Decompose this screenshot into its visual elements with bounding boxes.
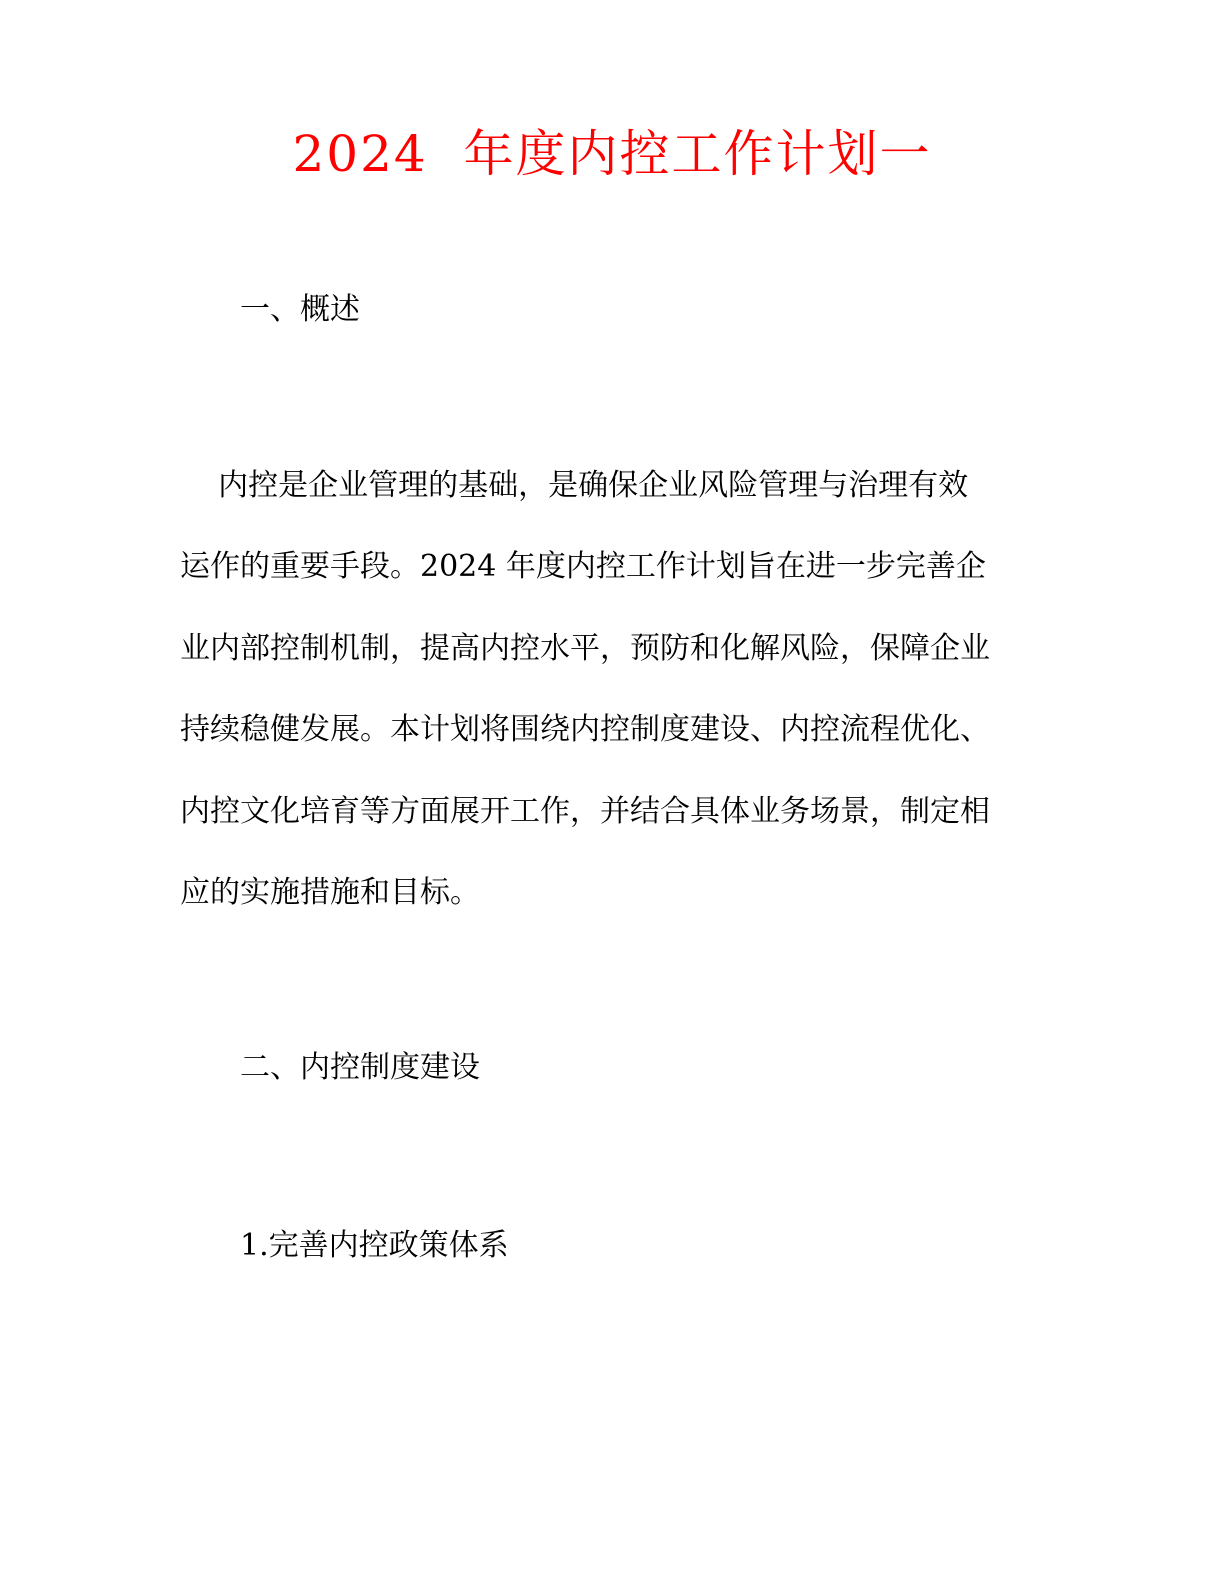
paragraph-line: 内控文化培育等方面展开工作，并结合具体业务场景，制定相 (180, 794, 990, 829)
document-title: 2024 年度内控工作计划一 (292, 125, 932, 183)
paragraph-line: 业内部控制机制，提高内控水平，预防和化解风险，保障企业 (180, 631, 990, 666)
section-heading-control-system: 二、内控制度建设 (240, 1050, 480, 1085)
paragraph-line: 持续稳健发展。本计划将围绕内控制度建设、内控流程优化、 (180, 712, 990, 747)
paragraph-line: 应的实施措施和目标。 (180, 875, 480, 910)
paragraph-line: 运作的重要手段。2024 年度内控工作计划旨在进一步完善企 (180, 549, 986, 584)
section-heading-overview: 一、概述 (240, 292, 360, 327)
subsection-heading-policy: 1.完善内控政策体系 (240, 1228, 509, 1263)
paragraph-line: 内控是企业管理的基础，是确保企业风险管理与治理有效 (180, 468, 969, 503)
